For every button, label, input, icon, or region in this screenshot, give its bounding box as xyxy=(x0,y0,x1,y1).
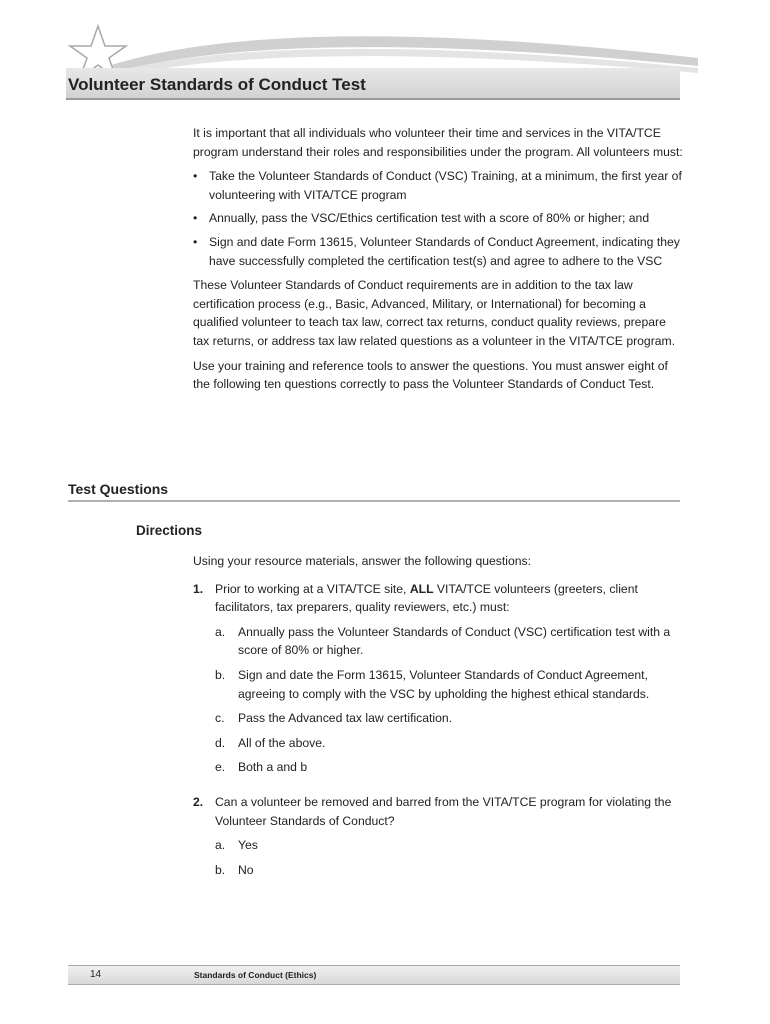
question-text: Can a volunteer be removed and barred from the VITA/TCE program for violating the Volunteer Standards of Conduct? xyxy=(215,794,672,828)
question-text xyxy=(215,580,683,617)
question-text-part: Prior to working at a VITA/TCE site, xyxy=(215,581,410,596)
list-item xyxy=(193,233,683,270)
option-letter: c. xyxy=(215,711,225,726)
question-number: 2. xyxy=(193,794,204,809)
intro-paragraph: These Volunteer Standards of Conduct requirements are in addition to the tax law certification process (e.g., Basic, Advanced, Military, or International) for becoming a qualified volunteer to teach tax law, correct tax returns, conduct quality reviews, prepare tax returns, or address tax law related questions as a volunteer in the VITA/TCE program. xyxy=(193,278,676,348)
page-title: Volunteer Standards of Conduct Test xyxy=(68,75,366,94)
question-text-emphasis: ALL xyxy=(409,581,434,596)
option-letter: a. xyxy=(215,624,226,639)
answer-option xyxy=(215,861,683,880)
option-letter: d. xyxy=(215,735,226,750)
intro-paragraph: Use your training and reference tools to answer the questions. You must answer eight of the following ten questions correctly to pass the Volunteer Standards of Conduct Test. xyxy=(193,358,668,392)
option-letter: b. xyxy=(215,667,226,682)
question-text-part: VITA/TCE volunteers (greeters, client facilitators, tax preparers, quality reviewers, etc.) must: xyxy=(215,581,638,615)
option-letter: a. xyxy=(215,838,226,853)
option-text: Pass the Advanced tax law certification. xyxy=(238,711,453,726)
footer-title: Standards of Conduct (Ethics) xyxy=(194,970,317,980)
requirements-list xyxy=(193,167,683,270)
page-number: 14 xyxy=(90,969,102,980)
bullet-icon: • xyxy=(193,234,198,249)
question xyxy=(193,793,683,879)
answer-option xyxy=(215,758,683,777)
questions-area xyxy=(193,552,683,895)
directions-heading: Directions xyxy=(136,523,203,538)
list-item-text: Take the Volunteer Standards of Conduct (VSC) Training, at a minimum, the first year of volunteering with VITA/TCE program xyxy=(209,169,682,202)
page-footer xyxy=(68,965,680,985)
answer-option xyxy=(215,623,683,660)
list-item-text: Sign and date Form 13615, Volunteer Standards of Conduct Agreement, indicating they have successfully completed the certification test(s) and agree to adhere to the VSC xyxy=(209,234,680,268)
option-text: Both a and b xyxy=(238,760,308,775)
option-letter: e. xyxy=(215,760,226,775)
list-item xyxy=(193,167,683,204)
answer-options xyxy=(215,836,683,879)
option-text: Yes xyxy=(238,838,258,853)
answer-option xyxy=(215,734,683,753)
option-text: Sign and date the Form 13615, Volunteer Standards of Conduct Agreement, agreeing to comply with the VSC by upholding the highest ethical standards. xyxy=(238,667,650,701)
intro-section xyxy=(193,124,683,400)
option-text: Annually pass the Volunteer Standards of Conduct (VSC) certification test with a score of 80% or higher. xyxy=(238,624,671,658)
instructions: Using your resource materials, answer the following questions: xyxy=(193,554,532,568)
option-text: All of the above. xyxy=(238,735,326,750)
question xyxy=(193,580,683,777)
answer-options xyxy=(215,623,683,777)
answer-option xyxy=(215,666,683,703)
intro-paragraph: It is important that all individuals who volunteer their time and services in the VITA/TCE program understand their roles and responsibilities under the program. All volunteers must: xyxy=(193,126,683,159)
answer-option xyxy=(215,709,683,728)
bullet-icon: • xyxy=(193,169,198,184)
question-number: 1. xyxy=(193,581,204,596)
bullet-icon: • xyxy=(193,211,198,226)
option-letter: b. xyxy=(215,862,226,877)
list-item xyxy=(193,209,683,228)
list-item-text: Annually, pass the VSC/Ethics certification test with a score of 80% or higher; and xyxy=(209,211,650,226)
section-heading: Test Questions xyxy=(68,481,680,502)
option-text: No xyxy=(238,862,254,877)
answer-option xyxy=(215,836,683,855)
